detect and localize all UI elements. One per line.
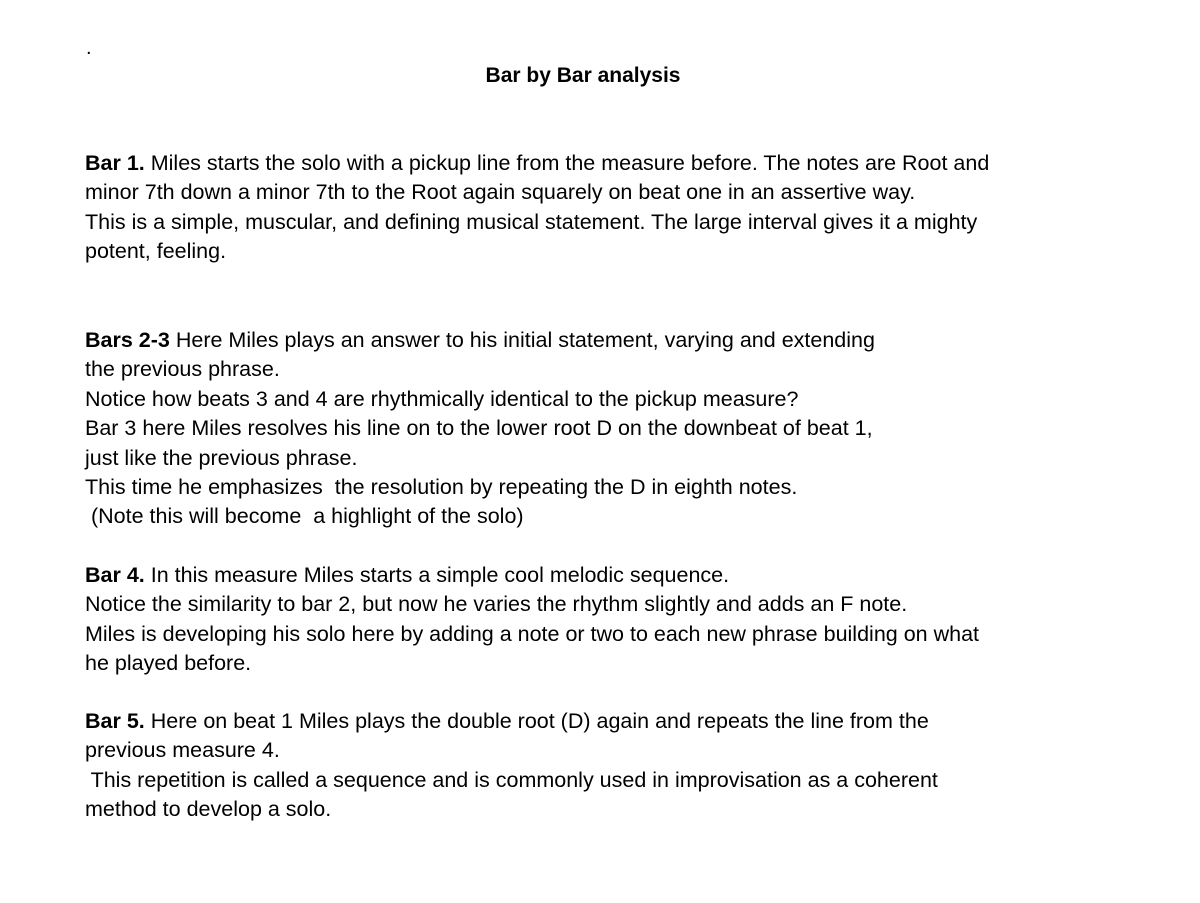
paragraph-line: This is a simple, muscular, and defining musical statement. The large interval gives it a mighty [85,209,978,234]
section-heading: Bars 2-3 [85,328,170,352]
line-text: Miles starts the solo with a pickup line from the measure before. The notes are Root and [144,151,990,175]
paragraph-line [85,326,1085,355]
paragraph-line: This repetition is called a sequence and is commonly used in improvisation as a coherent [85,767,938,792]
section-bar-5 [85,707,1085,825]
paragraph-line [85,707,1085,736]
paragraph-line: previous measure 4. [85,738,280,763]
section-bar-4 [85,561,1085,679]
paragraph-line: he played before. [85,651,252,676]
document-title: Bar by Bar analysis [485,64,681,87]
paragraph-line: just like the previous phrase. [85,445,358,470]
paragraph-line: Notice how beats 3 and 4 are rhythmically identical to the pickup measure? [85,386,799,411]
paragraph-line: (Note this will become a highlight of the solo) [85,504,524,529]
paragraph-line: This time he emphasizes the resolution by repeating the D in eighth notes. [85,475,798,500]
section-heading: Bar 1. [85,151,145,175]
paragraph-line: Bar 3 here Miles resolves his line on to the lower root D on the downbeat of beat 1, [85,416,873,441]
paragraph-line: potent, feeling. [85,239,227,264]
section-bar-1 [85,149,1085,267]
paragraph-line: the previous phrase. [85,357,280,382]
stray-period: . [86,37,92,59]
line-text: Here on beat 1 Miles plays the double root (D) again and repeats the line from the [144,709,929,733]
paragraph-line: Notice the similarity to bar 2, but now he varies the rhythm slightly and adds an F note. [85,592,908,617]
paragraph-line [85,149,1085,178]
line-text: In this measure Miles starts a simple cool melodic sequence. [144,563,730,587]
paragraph-line [85,561,1085,590]
section-heading: Bar 4. [85,563,145,587]
paragraph-line: Miles is developing his solo here by adding a note or two to each new phrase building on what [85,621,980,646]
paragraph-line: method to develop a solo. [85,797,332,822]
paragraph-line: minor 7th down a minor 7th to the Root again squarely on beat one in an assertive way. [85,180,916,205]
section-heading: Bar 5. [85,709,145,733]
section-bars-2-3 [85,326,1085,532]
line-text: Here Miles plays an answer to his initial statement, varying and extending [169,328,875,352]
